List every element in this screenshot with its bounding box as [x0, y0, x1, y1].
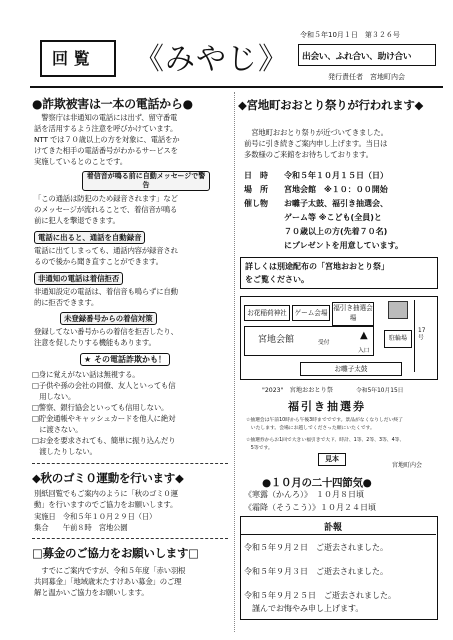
ticket-line: 5等です。 [246, 446, 273, 451]
label-unregistered: 未登録番号からの着信対策 [60, 312, 157, 325]
issue-number: 令和５年10月１日 第３２６号 [300, 31, 400, 39]
festival-title: ◆宮地町おおとり祭りが行われます◆ [238, 98, 424, 112]
fraud-p5-line: 注意を促したりする機能もあります。 [34, 338, 156, 347]
bokin-line: 共同募金」「地域歳末たすけあい募金」のご理 [34, 577, 182, 586]
bokin-title: □募金のご協力をお願いします□ [32, 546, 199, 560]
fraud-p1-line: 実施しているとのことです。 [34, 157, 127, 166]
fraud-p2-line: のメッセージが流れることで、着信音が鳴る [34, 205, 178, 214]
gomi-title: ◆秋のゴミ０運動を行います◆ [32, 471, 184, 485]
event-label: 催し物 [244, 199, 268, 208]
fraud-p1-line: けてきた相手の電話番号がわかるサービスを [34, 146, 178, 155]
obituary-title: 訃報 [324, 523, 343, 533]
festival-intro-line: 前号に引き続きご案内申し上げます。当日は [244, 139, 388, 148]
ticket-date: 令和5年10月15日 [356, 388, 404, 394]
fraud-p1-line: 警察庁は非通知の電話には出ず、留守番電 [34, 113, 178, 122]
festival-intro-line: 多数様のご来館をお待ちしております。 [244, 150, 373, 159]
setsu-line: 《寒露（かんろ）》 １０月８日頃 [244, 490, 364, 499]
ticket-sample: 見本 [318, 453, 346, 466]
place-value: 宮地会館 ※１０：００開始 [284, 185, 388, 194]
check-item: 渡したりしない。 [32, 447, 97, 456]
date-label: 日 時 [244, 171, 268, 180]
map-game: ゲーム会場 [292, 305, 330, 321]
label-auto-message: 着信音が鳴る前に自動メッセージで警告 [82, 171, 210, 191]
map-road [414, 300, 415, 372]
header-rule [30, 86, 443, 88]
ticket-line: いたします。会場にお越しでくださった順にいたくです。 [246, 426, 375, 431]
slogan: 出会い、ふれ合い、助け合い [302, 52, 412, 62]
obituary-line: 令和５年９月２日 ご逝去されました。 [244, 543, 388, 552]
entrance-arrow-icon: ▲ [360, 330, 368, 341]
publisher: 発行責任者 宮地町内会 [328, 73, 405, 81]
fraud-p2-line: 前に犯人を撃退できます。 [34, 216, 120, 225]
fraud-title: ●詐欺被害は一本の電話から● [32, 97, 193, 111]
check-item: □警察、銀行協会といっても信用しない。 [32, 403, 169, 412]
obituary-line: 令和５年９月３日 ご逝去されました。 [244, 567, 388, 576]
fraud-p4-line: 非通知設定の電話は、着信音も鳴らずに自動 [34, 287, 178, 296]
map-building-icon [388, 301, 408, 319]
check-item: 用しない。 [32, 392, 76, 401]
section-divider [32, 463, 228, 464]
fraud-p1-line: NTT では７０歳以上の方を対象に、電話をか [34, 135, 180, 144]
fraud-p3-line: るので後から聞き直すことができます。 [34, 257, 163, 266]
bokin-line: 解と温かいご協力をお願いします。 [34, 588, 149, 597]
notice-line: をご覧ください。 [245, 275, 309, 284]
event-line: ゲーム等 ※こども(全員)と [284, 213, 382, 222]
ticket-year: "2023" 宮地おおとり祭 [262, 387, 333, 394]
festival-intro-line: 宮地町おおとり祭りが近づいてきました。 [244, 128, 388, 137]
obituary-closing: 謹んでお悔やみ申し上げます。 [244, 604, 364, 613]
label-phrases: ★ その電話詐欺かも！ [80, 353, 170, 366]
bokin-line: すでにご案内ですが、令和５年度「赤い羽根 [34, 566, 186, 575]
fraud-p1-line: 話を活用するよう注意を呼びかけています。 [34, 124, 178, 133]
fraud-p4-line: 的に拒否できます。 [34, 298, 99, 307]
map-reception: 受付 [318, 340, 330, 346]
label-auto-record: 電話に出ると、通話を自動録音 [34, 231, 145, 244]
ticket-org: 宮地町内会 [392, 462, 423, 469]
fraud-p5-line: 登録してない番号からの着信を拒否したり、 [34, 327, 178, 336]
event-line: お囃子太鼓、福引き抽選会、 [284, 199, 388, 208]
fraud-p2-line: 「この通話は防犯のため録音されます」など [34, 194, 178, 203]
map-taiko: お囃子太鼓 [300, 362, 402, 376]
ticket-line: ☆抽選会は午前10時から午後3時まででです。景品がなくなりしだい終了 [246, 418, 403, 423]
newsletter-title: 《みやじ》 [134, 42, 289, 77]
obituary-line: 令和５年９月２５日 ご逝去されました。 [244, 591, 396, 600]
check-item: □身に覚えがない話は無視する。 [32, 370, 140, 379]
map-parking: 駐輪場 [384, 330, 412, 348]
notice-line: 詳しくは別途配布の「宮地おおとり祭」 [245, 262, 389, 271]
label-block-anon: 非通知の電話は着信拒否 [34, 272, 123, 285]
map-shrine: お花稲荷神社 [244, 305, 290, 321]
section-divider [32, 538, 228, 539]
gomi-line: 集合 午前８時 宮地公園 [34, 523, 128, 532]
setsu-title: ●１０月の二十四節気● [262, 477, 372, 489]
event-line: ７０歳以上の方(先着７０名) [284, 227, 388, 236]
ticket-line: ☆抽選券からお1回で大きい福引きで大ド、時計、1等、2等、3等、4等、 [246, 438, 405, 443]
obituary-divider [240, 534, 436, 535]
map-fukubiki: 福引き抽選会場 [332, 302, 374, 326]
map-road-label: 17号 [418, 328, 426, 341]
map-entrance: 入口 [358, 348, 370, 354]
setsu-line: 《霜降（そうこう）》１０月２４日頃 [244, 503, 376, 512]
check-item: □お金を要求されても、簡単に振り込んだり [32, 436, 176, 445]
check-item: □貯金通帳やキャッシュカードを他人に絶対 [32, 414, 176, 423]
map-hall: 宮地会館 [258, 335, 295, 345]
check-item: に渡さない。 [32, 425, 83, 434]
column-divider [234, 92, 235, 632]
gomi-line: 実施日 令和５年１０月２９日（日） [34, 512, 157, 521]
fraud-p3-line: 電話に出てしまっても、通話内容が録音され [34, 246, 178, 255]
ticket-title: 福引き抽選券 [288, 400, 366, 413]
kairan-label: 回 覧 [52, 49, 90, 68]
gomi-line: 動」を行いますのでご協力をお願いします。 [34, 500, 178, 509]
gomi-line: 別紙回覧でもご案内のように「秋のゴミ０運 [34, 489, 178, 498]
place-label: 場 所 [244, 185, 268, 194]
date-value: 令和５年１０月１５日（日） [284, 171, 388, 180]
check-item: □子供や孫の会社の同僚、友人といっても信 [32, 381, 176, 390]
event-line: にプレゼントを用意しています。 [284, 241, 404, 250]
